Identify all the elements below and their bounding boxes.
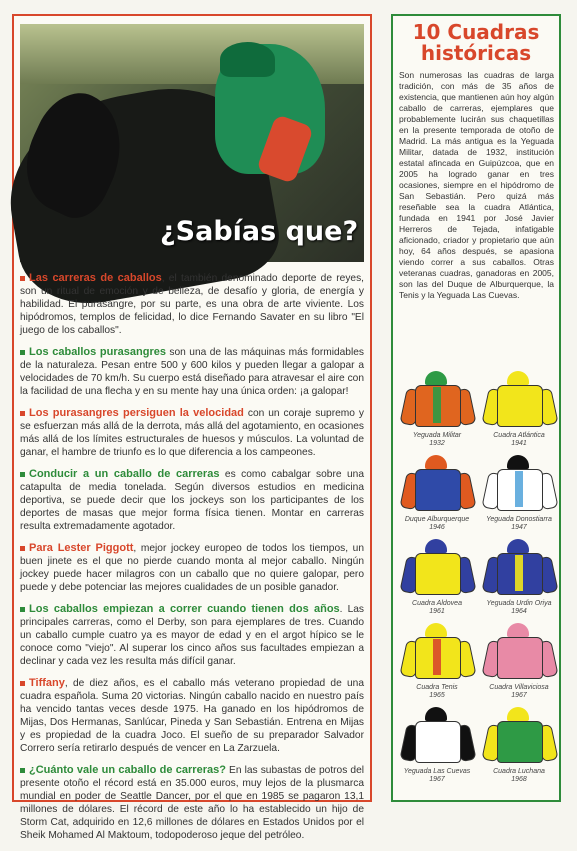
silk-accent [433, 387, 441, 423]
fact-text: , el también denominado deporte de reyes, son un ritual de emoción y de belleza, de desafío y gloria, de energía y habilidad. El purasangre, por su parte, es una obra de arte viviente. Los hipódromos, templos de felicidad, lo dice Fernando Savater en su libro "El juego de los caballos". [20, 273, 364, 336]
silk-cap-icon [425, 623, 447, 637]
silk-accent [515, 555, 523, 591]
silk-label: Yeguada Las Cuevas 1967 [403, 768, 471, 783]
silk-cap-icon [507, 707, 529, 721]
left-panel [12, 14, 372, 841]
fact-text: , de diez años, es el caballo más veterano propiedad de una cuadra española. Suma 20 victorias. Ningún caballo nacido en nuestro país ha vencido tantas veces desde 1975. Ha ganado en los hipódromos de Mijas, Dos Hermanas, Sanlúcar, Pineda y San Sebastián. Entrena en Mijas y es propiedad de la cuadra Joco. El sueño de su preparador Salvador Correro sería retirarlo después de vencer en La Zarzuela. [20, 678, 364, 754]
racing-silk [397, 539, 477, 625]
silk-cap-icon [507, 455, 529, 469]
silk-cap-icon [425, 371, 447, 385]
bullet-icon [20, 768, 25, 773]
fact-paragraph [20, 272, 364, 337]
bullet-icon [20, 350, 25, 355]
silk-cap-icon [425, 539, 447, 553]
silk-cap-icon [425, 707, 447, 721]
jockey-helmet [220, 42, 275, 77]
silk-label: Yeguada Urdin Oriya 1964 [486, 600, 552, 615]
racing-silk [397, 707, 477, 793]
fact-lead: Tiffany [29, 677, 65, 689]
fact-lead: Conducir a un caballo de carreras [29, 468, 220, 480]
silk-accent [515, 471, 523, 507]
sidebar-title: 10 Cuadras históricas [412, 20, 540, 65]
bullet-icon [20, 607, 25, 612]
fact-paragraph [20, 603, 364, 668]
fact-lead: Los caballos empiezan a correr cuando tienen dos años [29, 603, 340, 615]
fact-lead: Para Lester Piggott [29, 542, 134, 554]
banner-title: ¿Sabías que? [160, 216, 359, 247]
racing-silk [479, 623, 559, 709]
fact-paragraph [20, 407, 364, 459]
racing-silk [397, 455, 477, 541]
sidebar-intro: Son numerosas las cuadras de larga tradición, con más de 35 años de existencia, que mantienen aún hoy algún caballo de carreras, ejemplares que probablemente lucirán sus chaquetillas en la presente temporada de otoño de Madrid. La más antigua es la Yeguada Militar, datada de 1932, institución estatal afincada en Guipúzcoa, que en 2005 ha logrado ganar en tres ocasiones, siempre en el hipódromo de San Sebastián. Pero quizá más reseñable sea la cuadra Atlántica, fundada en 1941 por José Javier Herreros de Tejada, infatigable aficionado, criador y propietario que aún hoy, 64 años después, se apasiona viendo correr a sus caballos. Otras veteranas cuadras, ganadoras en 2005, son las del Duque de Alburquerque, la Tenis y la Yeguada Las Cuevas. [399, 70, 554, 300]
facts-list [20, 272, 364, 851]
fact-text: son una de las máquinas más formidables de la naturaleza. Pesan entre 500 y 600 kilos y pueden llegar a galopar a velocidades de 70 km/h. Su cuerpo está diseñado para atravesar el aire con la facilidad de una flecha y en su mente hay una única orden: ¡a galopar! [20, 347, 364, 397]
racing-silk [479, 371, 559, 457]
fact-lead: Los purasangres persiguen la velocidad [29, 407, 244, 419]
racing-silk [479, 539, 559, 625]
silk-label: Cuadra Tenis 1965 [416, 684, 458, 699]
silk-label: Duque Alburquerque 1946 [404, 516, 470, 531]
racing-silk [397, 623, 477, 709]
fact-lead: Los caballos purasangres [29, 346, 166, 358]
silk-cap-icon [507, 539, 529, 553]
racing-silk [479, 455, 559, 541]
silk-label: Cuadra Luchana 1968 [493, 768, 545, 783]
fact-paragraph [20, 346, 364, 398]
silk-label: Yeguada Militar 1932 [412, 432, 462, 447]
fact-text: En las subastas de potros del presente otoño el récord está en 35.000 euros, muy lejos de la plusmarca mundial en poder de Seattle Dancer, por el que en 1985 se pagaron 13,1 millones de dólares. El récord de este año lo ha establecido un hijo de Storm Cat, adquirido en 12,6 millones de dólares en Estados Unidos por el Sheik Mohamed Al Maktoum, todopoderoso jeque del petróleo. [20, 765, 364, 841]
fact-paragraph [20, 677, 364, 755]
fact-paragraph [20, 468, 364, 533]
bullet-icon [20, 472, 25, 477]
fact-lead: ¿Cuánto vale un caballo de carreras? [29, 764, 226, 776]
bullet-icon [20, 546, 25, 551]
bullet-icon [20, 681, 25, 686]
fact-lead: Las carreras de caballos [29, 272, 162, 284]
silk-label: Yeguada Donostiarra 1947 [486, 516, 552, 531]
silk-cap-icon [507, 623, 529, 637]
fact-paragraph [20, 542, 364, 594]
silk-accent [433, 639, 441, 675]
silk-label: Cuadra Atlántica 1941 [493, 432, 545, 447]
silk-label: Cuadra Aldovea 1961 [412, 600, 462, 615]
racing-silk [479, 707, 559, 793]
racing-silk [397, 371, 477, 457]
silk-cap-icon [507, 371, 529, 385]
silk-label: Cuadra Villaviciosa 1967 [489, 684, 549, 699]
fact-text: con un coraje supremo y se esfuerzan más allá de la derrota, más allá del agotamiento, en ocasiones más allá de los límites estructurales de huesos y músculos. La voluntad de ganar, el hambre de triunfo es lo que diferencia a los campeones. [20, 408, 364, 458]
fact-text: es como cabalgar sobre una catapulta de media tonelada. Según diversos estudios en medicina deportiva, se puede decir que los jockeys son los participantes de los deportes de masas que mejor forma física tienen. Montar en carreras resulta extremadamente agotador. [20, 469, 364, 532]
fact-text: , mejor jockey europeo de todos los tiempos, un buen jinete es el que no pierde cuando monta al mejor caballo. Ningún jockey puede hacer milagros con un caballo que no quiere galopar, pero puede y debe potenciar las mejores cualidades de un posible ganador. [20, 543, 364, 593]
bullet-icon [20, 411, 25, 416]
fact-paragraph [20, 764, 364, 842]
horse-race-photo [20, 24, 364, 262]
silk-cap-icon [425, 455, 447, 469]
right-panel [391, 14, 561, 802]
fact-text: . Las principales carreras, como el Derby, son para ejemplares de tres. Cuando un caballo cumple cuatro ya es mayor de edad y en el argot hípico se le conoce como "viejo". Al superar los cinco años sus facultades empiezan a declinar y cada vez les resulta más difícil ganar. [20, 604, 364, 667]
bullet-icon [20, 276, 25, 281]
